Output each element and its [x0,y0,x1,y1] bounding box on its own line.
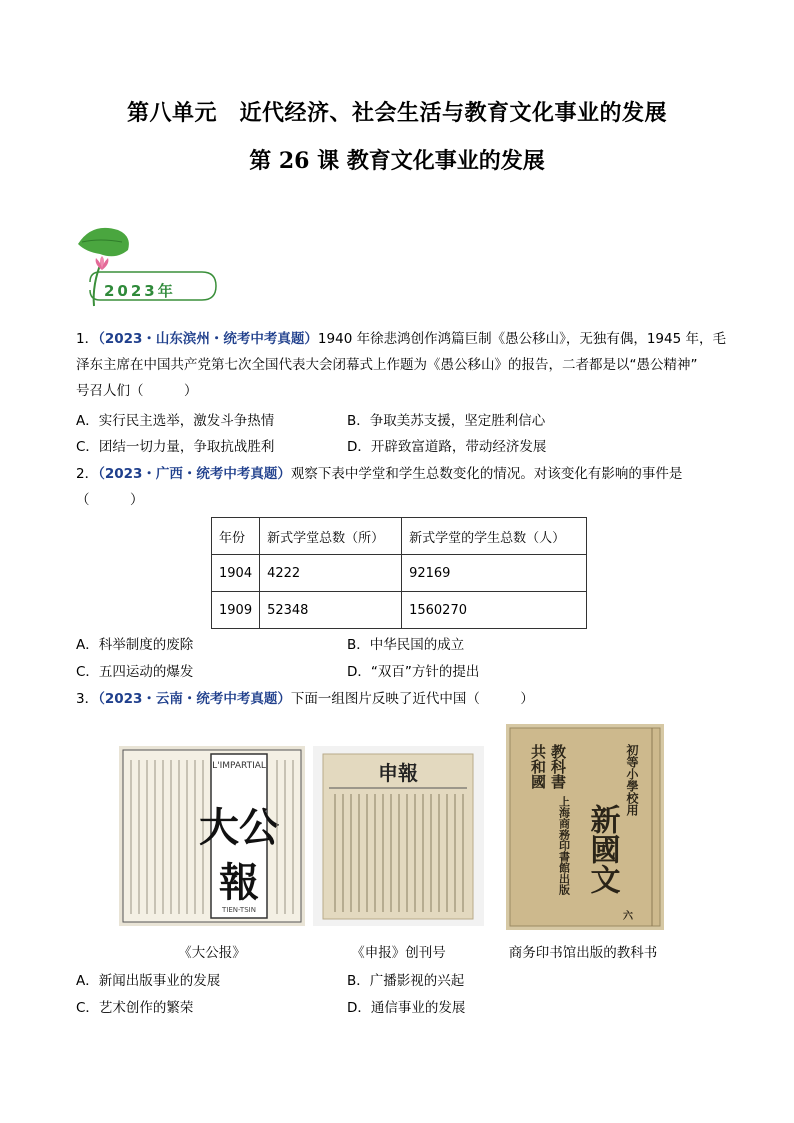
image-caption: 商务印书馆出版的教科书 [508,945,658,961]
question-source: （2023・云南・统考中考真题） [98,691,291,707]
table-header: 新式学堂的学生总数（人） [402,518,587,555]
city-label: TIEN-TSIN [222,906,256,914]
masthead-small: 報 [219,859,259,906]
image-caption: 《申报》创刊号 [351,945,446,961]
option-d: D．通信事业的发展 [347,1000,466,1016]
volume-number: 六 [620,910,632,920]
question-text: 观察下表中学堂和学生总数变化的情况。对该变化有影响的事件是 [290,466,683,482]
option-d: D．“双百”方针的提出 [347,664,480,680]
table-cell: 1560270 [402,592,587,629]
school-statistics-table [211,517,587,629]
table-cell: 52348 [260,592,402,629]
question-number: 3． [76,691,99,707]
cover-title: 新國文 [584,804,620,894]
table-cell: 1909 [212,592,260,629]
table-cell: 92169 [402,555,587,592]
option-b: B．中华民国的成立 [347,637,465,653]
question-source: （2023・山东滨州・统考中考真题） [98,331,318,347]
option-c: C．五四运动的爆发 [76,664,194,680]
table-header: 年份 [212,518,260,555]
option-d: D．开辟致富道路，带动经济发展 [347,439,547,455]
latin-masthead: L'IMPARTIAL [212,761,266,771]
option-a: A．新闻出版事业的发展 [76,973,221,989]
table-header: 新式学堂总数（所） [260,518,402,555]
question-number: 1． [76,331,99,347]
cover-label-2: 教科書 [549,744,567,789]
table-header-row [212,518,587,555]
option-a: A．实行民主选举，激发斗争热情 [76,413,275,429]
image-caption: 《大公报》 [178,945,246,961]
option-a: A．科举制度的废除 [76,637,194,653]
question-text: 1940 年徐悲鸿创作鸿篇巨制《愚公移山》，无独有偶，1945 年，毛 [317,331,726,347]
unit-title: 第八单元 近代经济、社会生活与教育文化事业的发展 [126,100,667,126]
lesson-title: 第 26 课 教育文化事业的发展 [249,148,545,174]
question-source: （2023・广西・统考中考真题） [98,466,291,482]
question-2-line-2: （ ） [76,492,144,508]
dagongbao-image [119,746,305,926]
option-b: B．广播影视的兴起 [347,973,465,989]
table-cell: 1904 [212,555,260,592]
table-row [212,555,587,592]
table-cell: 4222 [260,555,402,592]
cover-label-4: 上海商務印書館出版 [557,796,571,895]
cover-label-1: 共和國 [529,744,547,789]
textbook-image [506,724,664,930]
question-1-line-3: 号召人们（ ） [76,383,198,399]
option-b: B．争取美苏支援，坚定胜利信心 [347,413,546,429]
masthead-big: 大公 [199,804,279,851]
question-1-line-1 [76,326,726,352]
question-3-line-1 [76,686,534,712]
option-c: C．艺术创作的繁荣 [76,1000,194,1016]
question-2-line-1 [76,461,682,487]
masthead: 申報 [378,761,418,785]
option-c: C．团结一切力量，争取抗战胜利 [76,439,275,455]
cover-label-3: 初等小學校用 [625,744,639,816]
table-row [212,592,587,629]
question-text: 下面一组图片反映了近代中国（ ） [290,691,534,707]
question-1-line-2: 泽东主席在中国共产党第七次全国代表大会闭幕式上作题为《愚公移山》的报告，二者都是以“愚公精神” [76,357,698,373]
year-badge-label: 2023年 [104,282,176,300]
shenbao-image [313,746,484,926]
question-number: 2． [76,466,99,482]
